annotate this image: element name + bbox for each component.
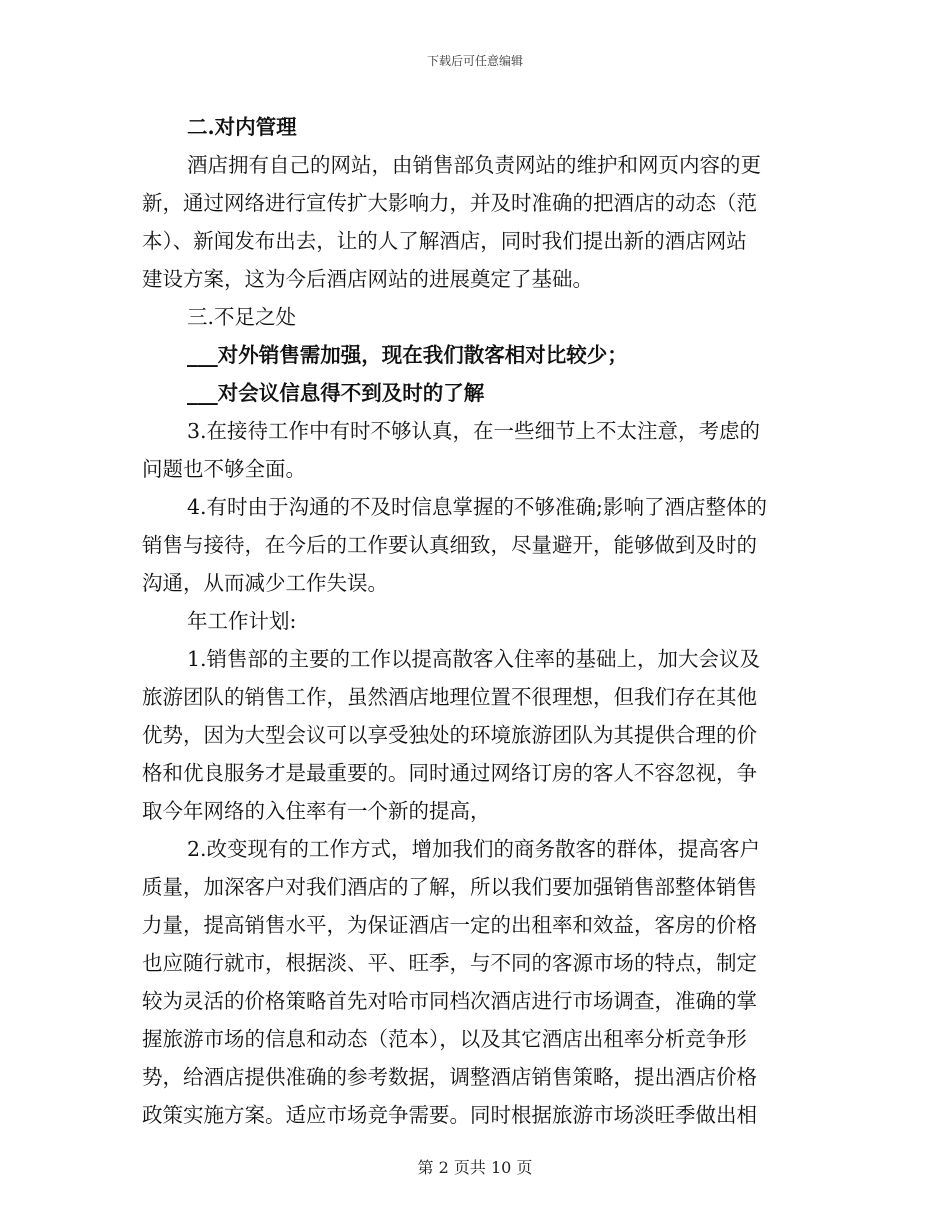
text-line: 格和优良服务才是最重要的。同时通过网络订房的客人不容忽视，争 <box>142 761 757 785</box>
text-line: 本）、新闻发布出去，让的人了解酒店，同时我们提出新的酒店网站 <box>142 229 747 253</box>
text-line: 建设方案，这为今后酒店网站的进展奠定了基础。 <box>142 267 593 291</box>
text-line: 握旅游市场的信息和动态（范本），以及其它酒店出租率分析竞争形 <box>142 1027 747 1051</box>
text-line: 年工作计划: <box>187 609 297 633</box>
page-footer: 第 2 页共 10 页 <box>417 1158 533 1177</box>
text-line: 2.改变现有的工作方式，增加我们的商务散客的群体，提高客户 <box>187 837 761 861</box>
text-line: 三.不足之处 <box>187 305 297 329</box>
text-line: 沟通，从而减少工作失误。 <box>142 571 388 595</box>
text-line: 取今年网络的入住率有一个新的提高， <box>142 799 491 823</box>
text-line: 二.对内管理 <box>187 115 297 139</box>
text-line: 新，通过网络进行宣传扩大影响力，并及时准确的把酒店的动态（范 <box>142 191 757 215</box>
page-header: 下载后可任意编辑 <box>426 54 523 68</box>
document-body <box>142 108 812 1134</box>
text-line: 也应随行就市，根据淡、平、旺季，与不同的客源市场的特点，制定 <box>142 951 757 975</box>
text-line: 力量，提高销售水平，为保证酒店一定的出租率和效益，客房的价格 <box>142 913 757 937</box>
text-line: 旅游团队的销售工作，虽然酒店地理位置不很理想，但我们存在其他 <box>142 685 757 709</box>
text-line: 质量，加深客户对我们酒店的了解，所以我们要加强销售部整体销售 <box>142 875 757 899</box>
text-line: 较为灵活的价格策略首先对哈市同档次酒店进行市场调查，准确的掌 <box>142 989 757 1013</box>
text-line: ___对外销售需加强，现在我们散客相对比较少； <box>187 343 628 367</box>
text-line: 势，给酒店提供准确的参考数据，调整酒店销售策略，提出酒店价格 <box>142 1065 757 1089</box>
text-line: 问题也不够全面。 <box>142 457 306 481</box>
text-line: 3.在接待工作中有时不够认真，在一些细节上不太注意，考虑的 <box>187 419 761 443</box>
text-line: 政策实施方案。适应市场竞争需要。同时根据旅游市场淡旺季做出相 <box>142 1103 757 1127</box>
text-line: 优势，因为大型会议可以享受独处的环境旅游团队为其提供合理的价 <box>142 723 757 747</box>
text-line: ___对会议信息得不到及时的了解 <box>187 381 485 405</box>
text-line: 销售与接待，在今后的工作要认真细致，尽量避开，能够做到及时的 <box>142 533 757 557</box>
text-line: 1.销售部的主要的工作以提高散客入住率的基础上，加大会议及 <box>187 647 761 671</box>
text-line: 酒店拥有自己的网站，由销售部负责网站的维护和网页内容的更 <box>187 153 761 177</box>
text-line: 4.有时由于沟通的不及时信息掌握的不够准确;影响了酒店整体的 <box>187 495 767 519</box>
